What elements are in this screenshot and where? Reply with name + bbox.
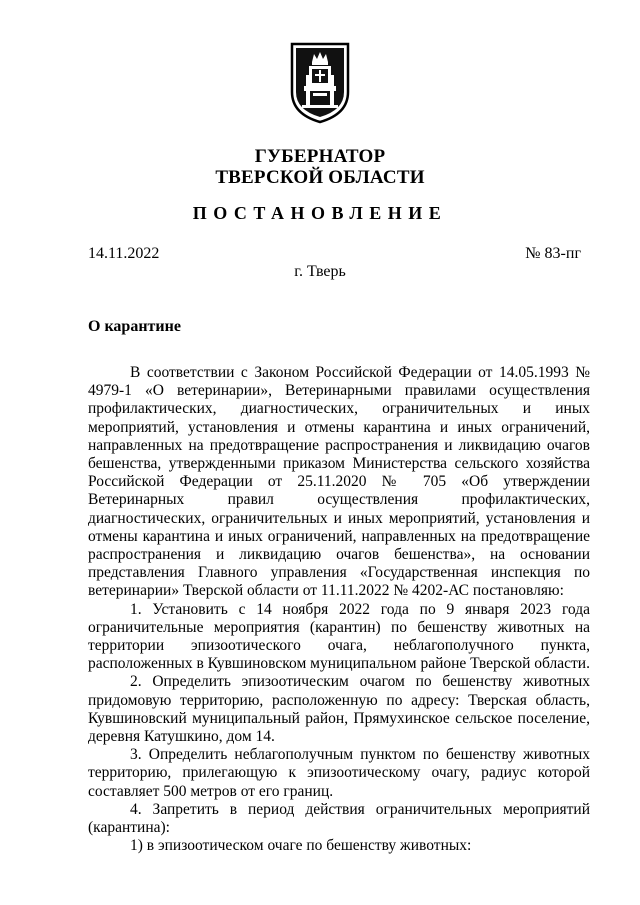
document-subject: О карантине	[88, 318, 181, 335]
tver-coat-of-arms-icon	[288, 40, 352, 124]
org-name-line2: ТВЕРСКОЙ ОБЛАСТИ	[215, 167, 425, 188]
preamble-paragraph: В соответствии с Законом Российской Федерации от 14.05.1993 № 4979-1 «О ветеринарии», Ветеринарными правилами осуществления профилактических, диагностических, ограничительных и иных мероприятий, установления и отмены карантина и иных ограничений, направленных на предотвращение распространения и ликвидацию очагов бешенства, утвержденными приказом Министерства сельского хозяйства Российской Федерации от 25.11.2020 № 705 «Об утверждении Ветеринарных правил осуществления профилактических, диагностических, ограничительных и иных мероприятий, установления и отмены карантина и иных ограничений, направленных на предотвращение распространения и ликвидацию очагов бешенства», на основании представления Главного управления «Государственная инспекция по ветеринарии» Тверской области от 11.11.2022 № 4202-АС постановляю:	[88, 364, 590, 600]
document-type: ПОСТАНОВЛЕНИЕ	[192, 203, 448, 223]
clause-3: 3. Определить неблагополучным пунктом по бешенству животных территорию, прилегающую к эпизоотическому очагу, радиус которой составляет 500 метров от его границ.	[88, 746, 590, 800]
document-date: 14.11.2022	[88, 245, 160, 262]
clause-1: 1. Установить с 14 ноября 2022 года по 9 января 2023 года ограничительные мероприятия (карантин) по бешенству животных на территории эпизоотического очага, неблагополучного пункта, расположенных в Кувшиновском муниципальном районе Тверской области.	[88, 600, 590, 673]
clause-4: 4. Запретить в период действия ограничительных мероприятий (карантина):	[88, 800, 590, 837]
org-name-line1: ГУБЕРНАТОР	[254, 146, 386, 167]
clause-2: 2. Определить эпизоотическим очагом по бешенству животных придомовую территорию, расположенную по адресу: Тверская область, Кувшиновский муниципальный район, Прямухинское сельское поселение, деревня Катушкино, дом 14.	[88, 673, 590, 746]
clause-4-subitem-1: 1) в эпизоотическом очаге по бешенству животных:	[130, 837, 472, 855]
document-number: № 83-пг	[525, 245, 581, 262]
document-city: г. Тверь	[294, 263, 346, 280]
document-body	[88, 364, 590, 855]
